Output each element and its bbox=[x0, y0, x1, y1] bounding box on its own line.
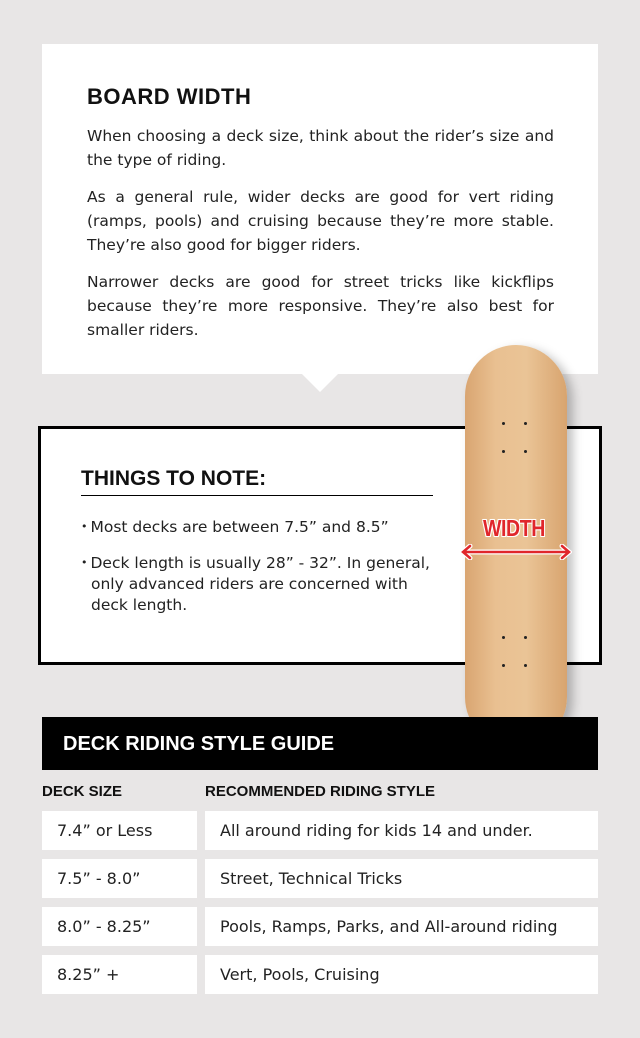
riding-style-cell: All around riding for kids 14 and under. bbox=[205, 811, 598, 850]
deck-size-cell: 8.25” + bbox=[42, 955, 197, 994]
bolt-icon bbox=[502, 450, 505, 453]
bolt-icon bbox=[524, 422, 527, 425]
guide-title-bar: DECK RIDING STYLE GUIDE bbox=[42, 717, 598, 770]
notes-title: THINGS TO NOTE: bbox=[81, 467, 433, 496]
bolt-icon bbox=[502, 422, 505, 425]
board-width-card bbox=[42, 44, 598, 374]
bolt-icon bbox=[524, 636, 527, 639]
double-arrow-icon bbox=[460, 544, 572, 560]
note-item: • Most decks are between 7.5” and 8.5” bbox=[81, 516, 441, 538]
note-item: • Deck length is usually 28” - 32”. In general, only advanced riders are concerned with deck length. bbox=[81, 552, 441, 616]
deck-size-cell: 7.4” or Less bbox=[42, 811, 197, 850]
bolt-icon bbox=[502, 636, 505, 639]
paragraph: Narrower decks are good for street tricks like kickflips because they’re more responsive. They’re also best for smaller riders. bbox=[87, 273, 554, 339]
paragraph: As a general rule, wider decks are good for vert riding (ramps, pools) and cruising because they’re more stable. They’re also good for bigger riders. bbox=[87, 188, 554, 254]
callout-pointer bbox=[302, 374, 338, 392]
deck-size-cell: 7.5” - 8.0” bbox=[42, 859, 197, 898]
riding-style-cell: Pools, Ramps, Parks, and All-around riding bbox=[205, 907, 598, 946]
riding-style-cell: Vert, Pools, Cruising bbox=[205, 955, 598, 994]
header-deck-size: DECK SIZE bbox=[42, 783, 123, 800]
header-riding-style: RECOMMENDED RIDING STYLE bbox=[205, 783, 436, 800]
bolt-icon bbox=[524, 450, 527, 453]
bolt-icon bbox=[502, 664, 505, 667]
bolt-icon bbox=[524, 664, 527, 667]
width-label: WIDTH bbox=[483, 515, 545, 541]
board-width-title: BOARD WIDTH bbox=[87, 84, 252, 109]
riding-style-cell: Street, Technical Tricks bbox=[205, 859, 598, 898]
deck-size-cell: 8.0” - 8.25” bbox=[42, 907, 197, 946]
paragraph: When choosing a deck size, think about the rider’s size and the type of riding. bbox=[87, 127, 554, 169]
